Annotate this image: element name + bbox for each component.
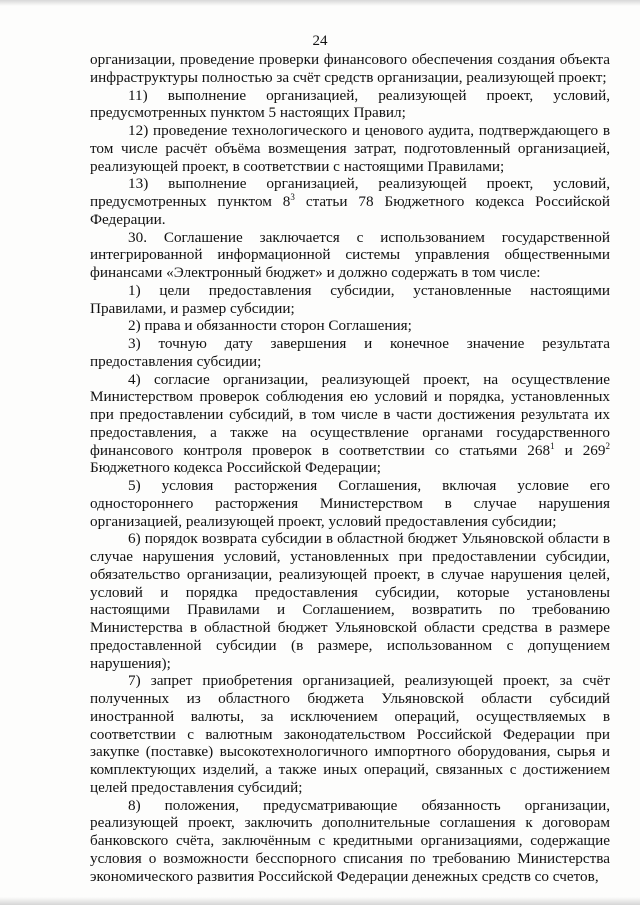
paragraph-item-13-text: 13) выполнение организацией, реализующей проект, условий, предусмотренных пунктом 8 (90, 175, 610, 210)
list-item-4-text: 4) согласие организации, реализующей проект, на осуществление Министерством проверок соблюдения ею условий и порядка, установленных при предоставлении субсидий, в том числе в части достижения результата их предоставления, а также на осуществление органами государственного финансового контроля проверок в соответствии со статьями 268 (90, 370, 610, 459)
list-item-4-text-middle: и 269 (554, 441, 606, 459)
superscript-3: 3 (290, 191, 295, 202)
list-item-6: 6) порядок возврата субсидии в областной бюджет Ульяновской области в случае нарушения условий, установленных при предоставлении субсидии, обязательство организации, реализующей проект, в случае нарушения целей, условий и порядка предоставления субсидии, которые установлены настоящими Правилами и Соглашением, возвратить по требованию Министерства в областной бюджет Ульяновской области средства в размере предоставленной субсидии (в размере, использованном с допущением нарушения); (90, 530, 610, 672)
paragraph-continuation: организации, проведение проверки финансового обеспечения создания объекта инфраструктуры полностью за счёт средств организации, реализующей проект; (90, 51, 610, 86)
paragraph-30: 30. Соглашение заключается с использованием государственной интегрированной информационной системы управления общественными финансами «Электронный бюджет» и должно содержать в том числе: (90, 228, 610, 281)
list-item-8: 8) положения, предусматривающие обязанность организации, реализующей проект, заключить дополнительные соглашения к договорам банковского счёта, заключённым с кредитными организациями, содержащие условия о возможности бесспорного списания по требованию Министерства экономического развития Российской Федерации денежных средств со счетов, (90, 796, 610, 885)
page-number: 24 (312, 33, 328, 49)
superscript-1: 1 (550, 440, 555, 451)
paragraph-item-11: 11) выполнение организацией, реализующей проект, условий, предусмотренных пунктом 5 настоящих Правил; (90, 86, 610, 122)
list-item-4 (90, 371, 610, 478)
paragraph-item-12: 12) проведение технологического и ценового аудита, подтверждающего в том числе расчёт объёма возмещения затрат, подготовленный организацией, реализующей проект, в соответствии с настоящими Правилами; (90, 122, 610, 175)
scan-edge-bottom (0, 897, 640, 905)
list-item-3: 3) точную дату завершения и конечное значение результата предоставления субсидии; (90, 335, 610, 370)
paragraph-item-13-text-end: статьи 78 Бюджетного кодекса Российской Федерации. (90, 193, 610, 228)
document-body (90, 51, 610, 885)
list-item-7: 7) запрет приобретения организацией, реализующей проект, за счёт полученных из областного бюджета Ульяновской области субсидий иностранной валюты, за исключением операций, осуществляемых в соответствии с валютным законодательством Российской Федерации при закупке (поставке) высокотехнологичного импортного оборудования, сырья и комплектующих изделий, а также иных операций, связанных с достижением целей предоставления субсидий; (90, 672, 610, 796)
list-item-1: 1) цели предоставления субсидии, установленные настоящими Правилами, и размер субсидии; (90, 281, 610, 317)
scan-edge-top (0, 0, 640, 6)
list-item-2: 2) права и обязанности сторон Соглашения; (128, 317, 412, 335)
paragraph-item-13 (90, 175, 610, 228)
superscript-2: 2 (605, 440, 610, 451)
list-item-4-text-end: Бюджетного кодекса Российской Федерации; (90, 459, 381, 477)
list-item-5: 5) условия расторжения Соглашения, включая условие его одностороннего расторжения Министерством в случае нарушения организацией, реализующей проект, условий предоставления субсидии; (90, 477, 610, 530)
